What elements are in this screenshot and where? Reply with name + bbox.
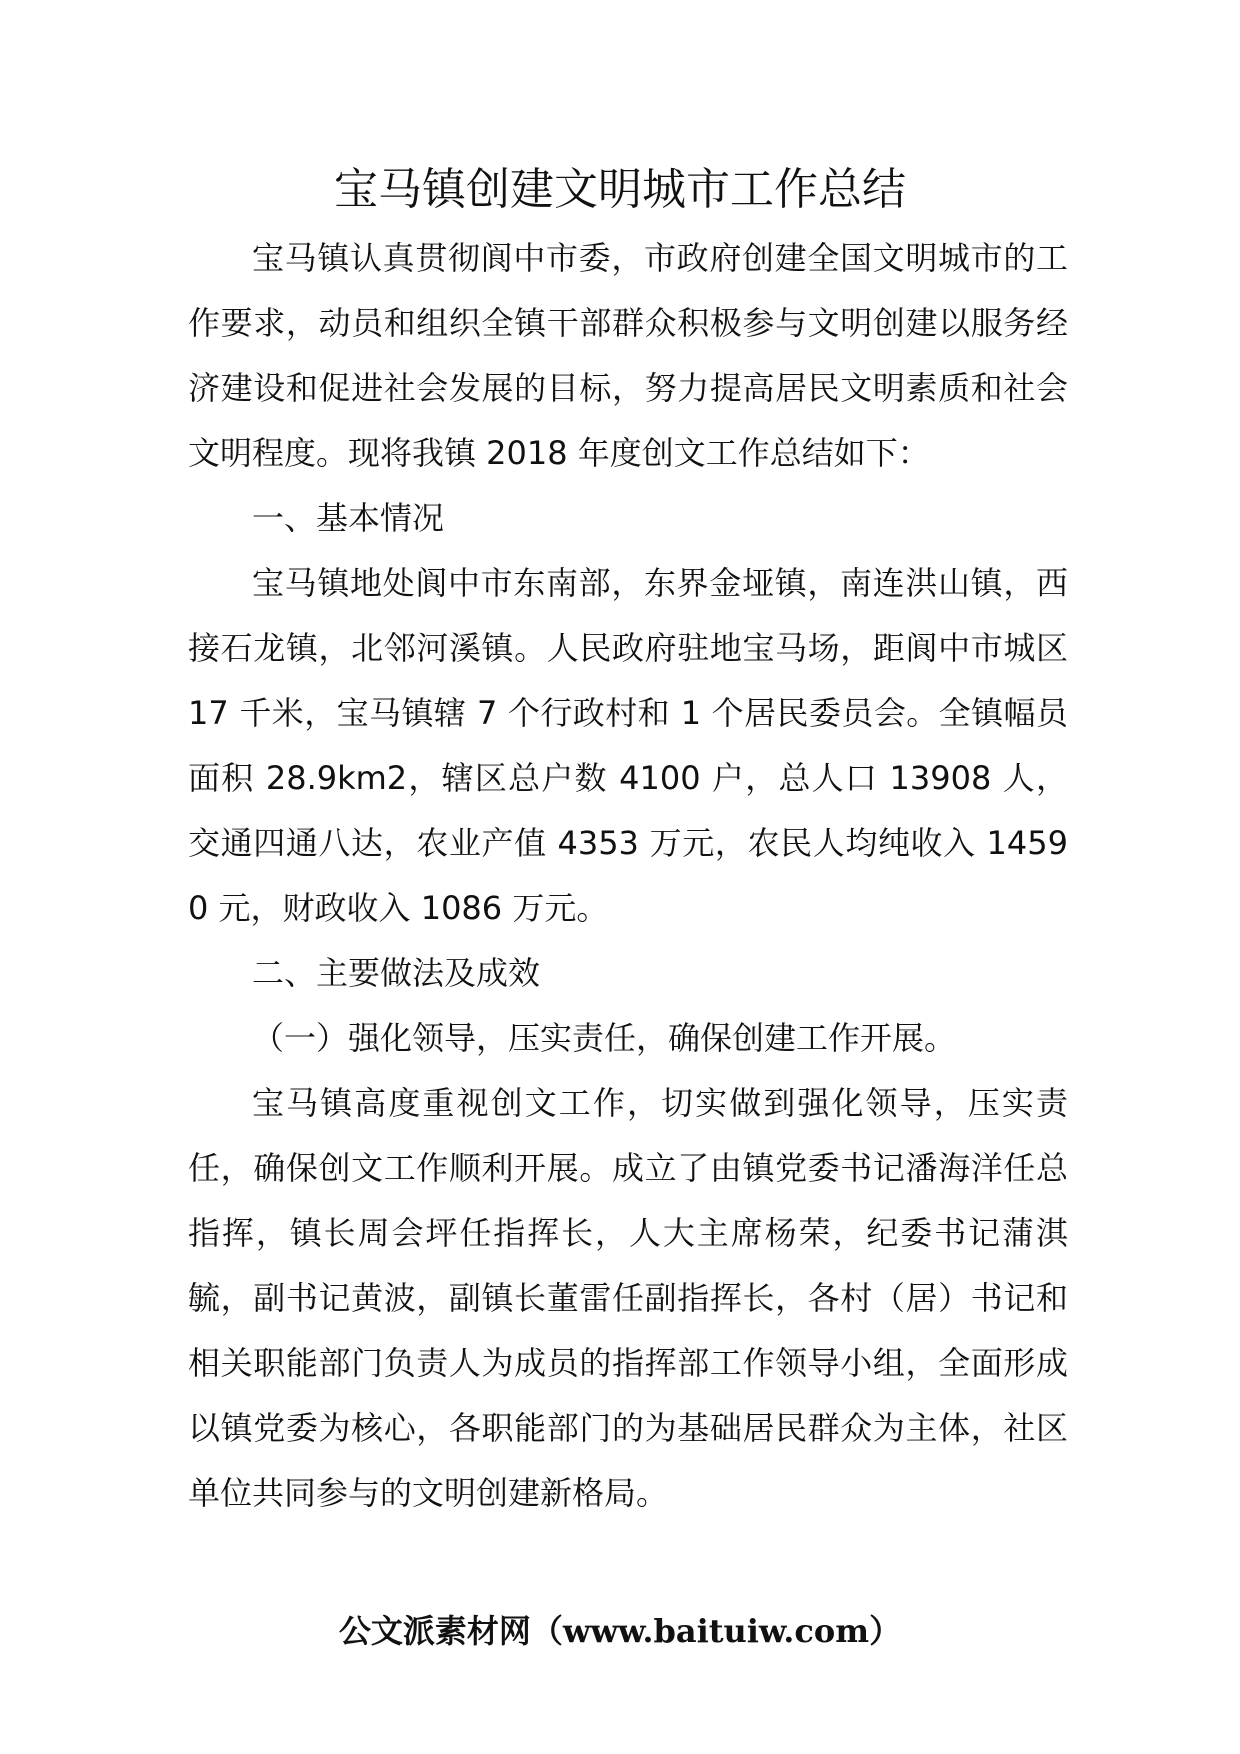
- subsection-heading-leadership: （一）强化领导，压实责任，确保创建工作开展。: [252, 1019, 957, 1057]
- paragraph-leadership: 宝马镇高度重视创文工作，切实做到强化领导，压实责任，确保创文工作顺利开展。成立了由镇党委书记潘海洋任总指挥，镇长周会坪任指挥长，人大主席杨荣，纪委书记蒲淇毓，副书记黄波，副镇长董雷任副指挥长，各村（居）书记和相关职能部门负责人为成员的指挥部工作领导小组，全面形成以镇党委为核心，各职能部门的为基础居民群众为主体，社区单位共同参与的文明创建新格局。: [188, 1084, 1068, 1512]
- section-heading-basic-info: 一、基本情况: [252, 499, 445, 537]
- watermark-footer: 公文派素材网（www.baituiw.com）: [338, 1612, 902, 1650]
- paragraph-intro: 宝马镇认真贯彻阆中市委，市政府创建全国文明城市的工作要求，动员和组织全镇干部群众积极参与文明创建以服务经济建设和促进社会发展的目标，努力提高居民文明素质和社会文明程度。现将我镇 2018 年度创文工作总结如下：: [188, 239, 1068, 472]
- document-body: [188, 226, 1068, 1526]
- paragraph-basic-info: 宝马镇地处阆中市东南部，东界金垭镇，南连洪山镇，西接石龙镇，北邻河溪镇。人民政府驻地宝马场，距阆中市城区 17 千米，宝马镇辖 7 个行政村和 1 个居民委员会。全镇幅员面积 28.9km2，辖区总户数 4100 户，总人口 13908 人，交通四通八达，农业产值 4353 万元，农民人均纯收入 14590 元，财政收入 1086 万元。: [188, 564, 1068, 927]
- document-title: 宝马镇创建文明城市工作总结: [334, 164, 906, 215]
- section-heading-methods: 二、主要做法及成效: [252, 954, 541, 992]
